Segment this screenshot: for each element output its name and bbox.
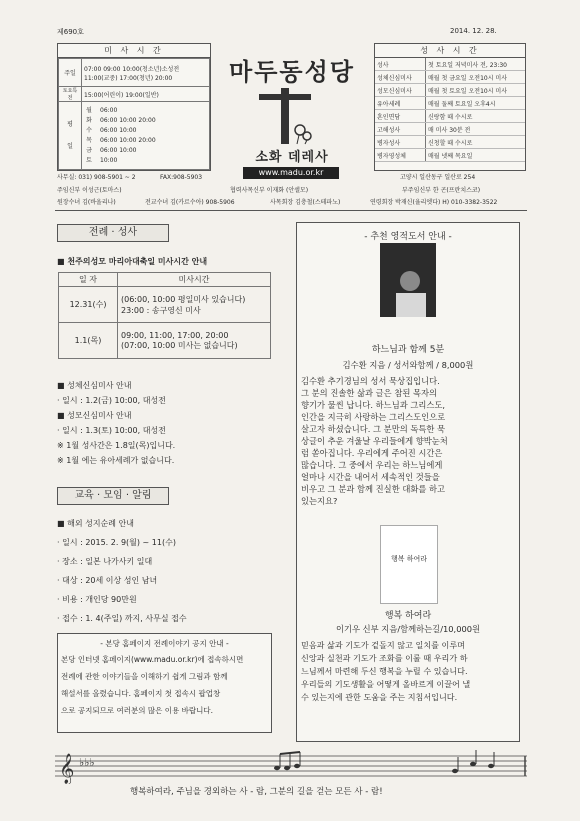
sacrament-key: 고해성사 <box>375 123 426 136</box>
header-divider <box>55 210 527 211</box>
liturgy-item: ■ 성모신심미사 안내 <box>57 411 132 420</box>
parish-name: 마두동성당 <box>229 58 355 86</box>
sacrament-key: 혼인면담 <box>375 110 426 123</box>
weekday-label: 평 <box>67 120 73 128</box>
pilgrimage-line: · 대상 : 20세 이상 성인 남녀 <box>57 576 158 585</box>
sacrament-value: 신랑함 때 수시로 <box>426 110 526 123</box>
book1-title: 하느님과 함께 5분 <box>371 345 445 355</box>
book2-desc: 신앙과 실천과 기도가 조화를 이룰 때 우리가 하 <box>301 653 468 663</box>
issue-number: 제690호 <box>57 28 84 36</box>
weekday-label: 일 <box>67 142 73 150</box>
schedule-header: 미사시간 <box>118 273 271 287</box>
book1-desc: 얼마나 시간을 내어서 세속적인 것들을 <box>301 472 440 482</box>
schedule-line: 23:00 : 송구영신 미사 <box>121 305 201 315</box>
book1-desc: 많습니다. 그 중에서 우리는 하느님에게 <box>301 460 443 470</box>
homepage-notice-box <box>57 633 272 733</box>
liturgy-item: · 일시 : 1.2(금) 10:00, 대성전 <box>57 396 166 405</box>
office-fax: FAX:908-5903 <box>160 174 203 181</box>
book2-meta: 이기우 신부 지음/함께하는길/10,000원 <box>335 624 481 634</box>
notice-line: 본당 인터넷 홈페이지(www.madu.or.kr)에 접속하시면 <box>61 655 244 664</box>
music-staff-icon <box>55 746 527 784</box>
contact-mission-sister: 전교수녀 김(카르수아) 908-5906 <box>145 199 235 206</box>
sacrament-key: 성체신심미사 <box>375 71 426 84</box>
section-liturgy-title: 전례 · 성사 <box>57 224 169 242</box>
book2-title: 행복 하여라 <box>384 611 432 621</box>
section-education-title: 교육 · 모임 · 알림 <box>57 487 169 505</box>
mass-time-panel <box>57 43 211 171</box>
svg-text:♭♭♭: ♭♭♭ <box>79 756 95 769</box>
book2-cover-text: 행복 하여라 <box>390 555 428 563</box>
pilgrimage-line: ■ 해외 성지순례 안내 <box>57 519 135 528</box>
weekday: 목 <box>86 136 92 144</box>
issue-date: 2014. 12. 28. <box>450 27 497 35</box>
liturgy-item: ※ 1월 에는 유아세례가 없습니다. <box>57 456 175 465</box>
book1-desc: 럼 쏟아집니다. 우리에게 주어진 시간은 <box>301 448 443 458</box>
contact-sister: 원장수녀 김(바올리나) <box>57 199 116 206</box>
sacrament-key: 성모신심미사 <box>375 84 426 97</box>
schedule-header: 일 자 <box>59 273 118 287</box>
footer-lyric: 행복하여라, 주님을 경외하는 사 - 람, 그분의 길을 걷는 모든 사 - 람! <box>130 787 383 797</box>
sacrament-value: 매월 넷째 목요일 <box>426 149 526 162</box>
contact-vicar: 부주임신부 한 곤(프란치스코) <box>402 187 481 194</box>
book2-desc: 믿음과 삶과 기도가 겉돌지 않고 일치를 이루며 <box>301 640 465 650</box>
sacrament-key: 병자영성체 <box>375 149 426 162</box>
liturgy-item: ■ 성체신심미사 안내 <box>57 381 132 390</box>
pilgrimage-line: · 장소 : 일본 나가사키 일대 <box>57 557 153 566</box>
schedule-date: 12.31(수) <box>59 287 118 323</box>
recommended-books-box <box>296 222 520 742</box>
sacrament-panel <box>374 43 526 171</box>
sacrament-table <box>375 58 525 162</box>
sacrament-key: 유아세례 <box>375 97 426 110</box>
notice-line: 전례에 관한 이야기들을 이해하기 쉽게 그림과 함께 <box>61 672 228 681</box>
book2-desc: 우리들의 기도생활을 어떻게 올바르게 이끌어 낼 <box>301 679 471 689</box>
svg-text:𝄞: 𝄞 <box>59 754 75 784</box>
book1-cover <box>380 243 436 317</box>
schedule-table <box>58 272 271 359</box>
pilgrimage-line: · 접수 : 1. 4(주일) 까지, 사무실 접수 <box>57 614 187 623</box>
christmas-heading: ■ 천주의성모 마리아대축일 미사시간 안내 <box>57 257 208 266</box>
schedule-line: (07:00, 10:00 미사는 없습니다) <box>121 340 238 350</box>
sacrament-title: 성 사 시 간 <box>375 44 525 58</box>
weekday-times: 06:00 10:00 20:00 <box>100 136 156 144</box>
mass-row-label: 토요특전 <box>59 87 82 102</box>
office-phone: 사무실: 031) 908-5901 ~ 2 <box>57 174 136 181</box>
book1-desc: 비우고 그 분과 함께 진실한 대화를 하고 <box>301 484 446 494</box>
mass-row-line: 15:00(어린이) 19:00(일반) <box>82 87 210 102</box>
mass-row-label: 주일 <box>59 59 82 87</box>
liturgy-item: ※ 1월 성사간은 1.8일(목)입니다. <box>57 441 176 450</box>
weekday: 금 <box>86 146 92 154</box>
weekday: 월 <box>86 106 92 114</box>
cross-logo-icon <box>255 86 335 146</box>
book1-desc: 상글이 추운 겨울날 우리들에게 향박눈처 <box>301 436 448 446</box>
parish-patron: 소화 데레사 <box>255 150 329 165</box>
book2-desc: 느님께서 마련해 두신 행복을 누릴 수 있습니다. <box>301 666 468 676</box>
book1-desc: 있는지요? <box>301 496 338 506</box>
parish-website[interactable]: www.madu.or.kr <box>243 167 339 179</box>
sacrament-key: 성사 <box>375 58 426 71</box>
schedule-line: 09:00, 11:00, 17:00, 20:00 <box>121 330 229 340</box>
schedule-line: (06:00, 10:00 평일미사 있습니다) <box>121 294 246 304</box>
mass-row-line: 11:00(교중) 17:00(청년) 20:00 <box>84 74 173 82</box>
sacrament-value: 신청할 때 수시로 <box>426 136 526 149</box>
notice-line: 으로 공지되므로 여러분의 많은 이용 바랍니다. <box>61 706 213 715</box>
book2-desc: 수 있는지에 관한 도움을 주는 지침서입니다. <box>301 692 458 702</box>
parish-address: 고양시 일산동구 일산로 254 <box>400 174 476 181</box>
notice-line: 해설서를 올렸습니다. 홈페이지 첫 접속시 팝업창 <box>61 689 221 698</box>
pilgrimage-line: · 일시 : 2015. 2. 9(월) ~ 11(수) <box>57 538 176 547</box>
book1-meta: 김수환 지음 / 성서와함께 / 8,000원 <box>342 360 474 370</box>
book1-desc: 그 분의 진솔한 삶과 글은 참된 목자의 <box>301 388 438 398</box>
weekday-times: 06:00 10:00 <box>100 126 137 134</box>
books-title: - 추천 영적도서 안내 - <box>364 232 452 242</box>
book1-portrait-icon <box>380 243 436 317</box>
pilgrimage-line: · 비용 : 개인당 90만원 <box>57 595 137 604</box>
mass-time-table <box>58 58 210 170</box>
contact-funeral: 연령회장 박재신(율리엣다) H) 010-3382-3522 <box>370 199 498 206</box>
weekday-times: 06:00 <box>100 106 118 114</box>
weekday: 토 <box>86 156 92 164</box>
weekday: 화 <box>86 116 92 124</box>
liturgy-items <box>57 378 175 468</box>
sacrament-value: 매월 첫 토요일 오전10시 미사 <box>426 84 526 97</box>
schedule-date: 1.1(목) <box>59 323 118 359</box>
book1-desc: 인간을 지극히 사랑하는 그리스도인으로 <box>301 412 446 422</box>
weekday-times: 06:00 10:00 <box>100 146 137 154</box>
contact-pastor: 주임신부 이성근(토마스) <box>57 187 122 194</box>
book1-desc: 김수환 추기경님의 성서 묵상집입니다. <box>301 376 440 386</box>
sacrament-value: 매월 첫 금요일 오전10시 미사 <box>426 71 526 84</box>
pilgrimage-info <box>57 514 187 628</box>
book1-desc: 살고자 하셨습니다. 그 분만의 독특한 묵 <box>301 424 446 434</box>
liturgy-item: · 일시 : 1.3(토) 10:00, 대성전 <box>57 426 166 435</box>
notice-title: - 본당 홈페이지 전례이야기 공지 안내 - <box>100 639 229 648</box>
weekday-times: 06:00 10:00 20:00 <box>100 116 156 124</box>
contact-council: 사목회장 김충철(스테파노) <box>270 199 341 206</box>
sacrament-value: 첫 토요일 저녁미사 전, 23:30 <box>426 58 526 71</box>
mass-row-line: 07:00 09:00 10:00(청소년)소성전 <box>84 65 180 73</box>
weekday-times: 10:00 <box>100 156 118 164</box>
book1-desc: 향기가 물씬 납니다. 하느님과 그리스도, <box>301 400 446 410</box>
mass-time-title: 미 사 시 간 <box>58 44 210 58</box>
contact-assist-priest: 협력사목신부 이재화 (안셀모) <box>230 187 309 194</box>
sacrament-value: 매월 둘째 토요일 오후4시 <box>426 97 526 110</box>
weekday: 수 <box>86 126 92 134</box>
sacrament-key: 병자성사 <box>375 136 426 149</box>
sacrament-value: 매 미사 30분 전 <box>426 123 526 136</box>
book2-cover <box>380 525 438 604</box>
